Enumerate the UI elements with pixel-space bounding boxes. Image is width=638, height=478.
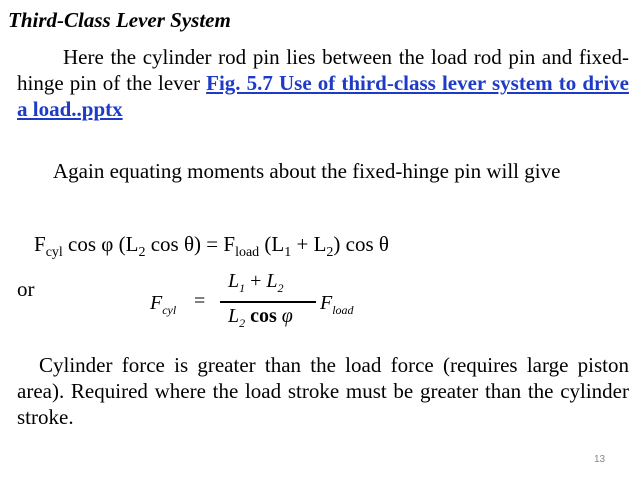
conclusion-text: Cylinder force is greater than the load force (requires large piston area). Required where the load stroke must be greater than the cylinder stroke. <box>17 353 629 429</box>
intro-paragraph <box>17 44 629 122</box>
conclusion-paragraph <box>17 352 629 430</box>
force-formula <box>150 270 370 340</box>
intro-text: Here the cylinder rod pin lies between the load rod pin and fixed-hinge pin of the lever <box>17 45 629 95</box>
or-label: or <box>17 277 35 301</box>
formula-numerator: $L_1 + L_2$ <box>228 270 284 295</box>
formula-rhs: $F_{load}$ <box>320 292 354 317</box>
moments-paragraph <box>17 158 629 184</box>
figure-link[interactable]: Fig. 5.7 Use of third-class lever system to drive a load..pptx <box>17 71 629 121</box>
fraction-bar <box>220 301 316 303</box>
slide-title: Third-Class Lever System <box>8 8 231 32</box>
formula-lhs: $F_{cyl}$ <box>150 292 177 317</box>
formula-denominator: $L_2$ cos φ <box>228 305 293 330</box>
moment-equation: $F_{cyl}$ cos φ ($L_2$ $\cos \theta) = F_{load}$ $(L_1 + L_2)$ cos θ <box>34 232 389 260</box>
moments-text: Again equating moments about the fixed-hinge pin will give <box>53 159 561 183</box>
formula-equals: = <box>194 290 206 312</box>
page-number: 13 <box>594 454 606 465</box>
